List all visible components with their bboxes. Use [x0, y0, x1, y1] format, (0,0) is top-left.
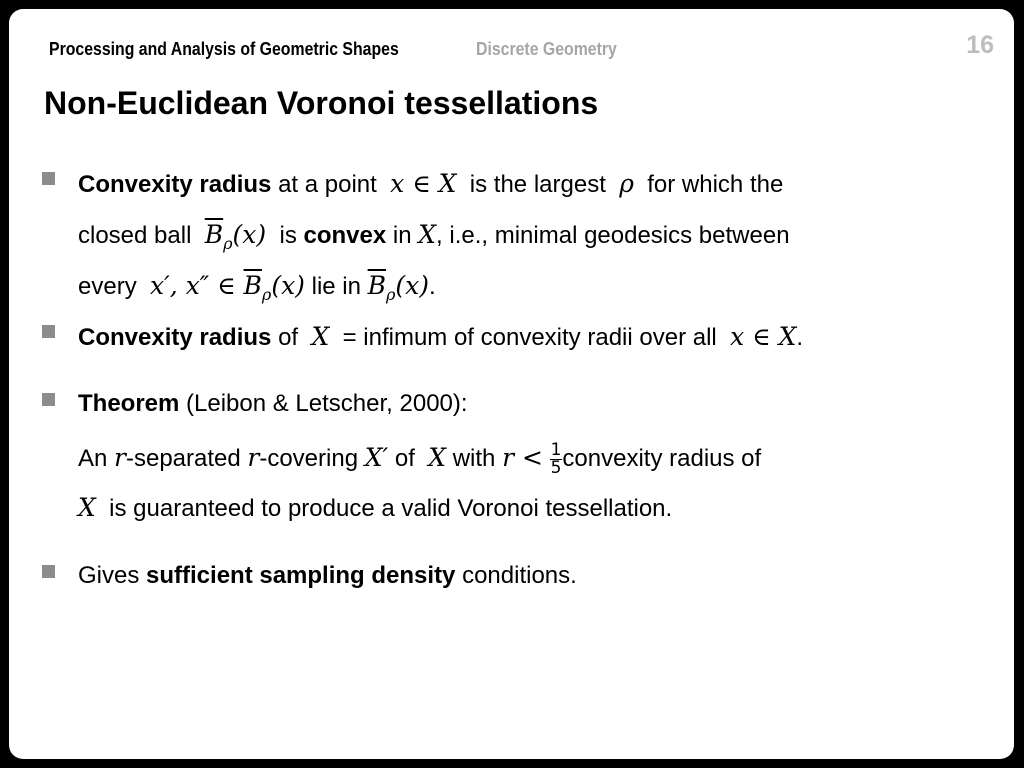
text: of	[271, 324, 305, 351]
math: X′	[364, 442, 389, 472]
fraction	[550, 442, 563, 477]
math: X	[78, 493, 96, 522]
math: ρ	[619, 169, 634, 198]
math: X	[311, 322, 330, 351]
text: .	[429, 273, 436, 300]
text: = infimum of convexity radii over all	[335, 324, 724, 351]
bullet-2-line-1	[78, 322, 803, 352]
math: (x)	[271, 271, 305, 300]
text: closed ball	[78, 222, 199, 249]
text: of	[388, 444, 422, 472]
bullet-3-line-3	[78, 493, 672, 523]
slide	[9, 9, 1014, 759]
bullet-1-line-2	[78, 220, 790, 253]
math: (x)	[232, 220, 267, 249]
text: for which the	[640, 171, 784, 198]
math: $\overline{B}$	[204, 220, 224, 249]
bullet-4-line-1	[78, 562, 577, 590]
math: X	[428, 442, 447, 472]
text: -separated	[125, 444, 248, 472]
math: $\overline{B}$	[243, 271, 262, 300]
bullet-3-line-2	[78, 442, 761, 477]
math: x ∈ X	[390, 169, 457, 198]
text: , i.e., minimal geodesics between	[436, 222, 790, 249]
math: X	[418, 220, 437, 249]
bullet-1-line-3	[78, 271, 436, 304]
slide-title: Non-Euclidean Voronoi tessellations	[44, 85, 599, 121]
math: r <	[502, 442, 543, 472]
text: every	[78, 273, 144, 300]
bold-term: Theorem	[78, 390, 180, 417]
text: Gives	[78, 562, 147, 589]
section-title: Discrete Geometry	[476, 39, 617, 59]
bullet-3-line-1	[78, 390, 468, 418]
bullet-marker	[42, 172, 55, 185]
math: r	[247, 442, 260, 472]
bold-term: Convexity radius	[78, 324, 272, 351]
text: (Leibon & Letscher, 2000):	[179, 390, 468, 417]
math: r	[114, 442, 126, 472]
math: x ∈ X	[730, 322, 797, 351]
fraction-denominator: 5	[550, 458, 562, 478]
fraction-numerator: 1	[550, 440, 562, 460]
math: (x)	[395, 271, 430, 300]
text: convexity radius of	[562, 444, 762, 472]
math: $\overline{B}$	[367, 271, 387, 300]
math-subscript: ρ	[223, 233, 233, 253]
bullet-marker	[42, 325, 55, 338]
bold-term: Convexity radius	[78, 171, 272, 198]
text: lie in	[304, 273, 368, 300]
math-subscript: ρ	[386, 284, 396, 304]
math: x′, x″ ∈	[150, 271, 244, 300]
bold-term: sufficient sampling density	[146, 562, 456, 589]
bold-term: convex	[303, 222, 387, 249]
bullet-marker	[42, 565, 55, 578]
text: .	[796, 324, 804, 351]
slide-content	[9, 9, 1014, 759]
text: at a point	[271, 171, 384, 198]
text: is the largest	[463, 171, 613, 198]
text: with	[446, 444, 503, 472]
bullet-1-line-1	[78, 169, 783, 199]
math-subscript: ρ	[261, 284, 272, 304]
text: in	[386, 222, 419, 249]
text: conditions.	[455, 562, 577, 589]
course-title: Processing and Analysis of Geometric Shapes	[49, 39, 399, 59]
text: is guaranteed to produce a valid Voronoi tessellation.	[102, 495, 673, 522]
text: An	[78, 444, 115, 472]
page-number: 16	[966, 31, 994, 59]
text: is	[272, 222, 304, 249]
bullet-marker	[42, 393, 55, 406]
text: -covering	[259, 444, 365, 472]
